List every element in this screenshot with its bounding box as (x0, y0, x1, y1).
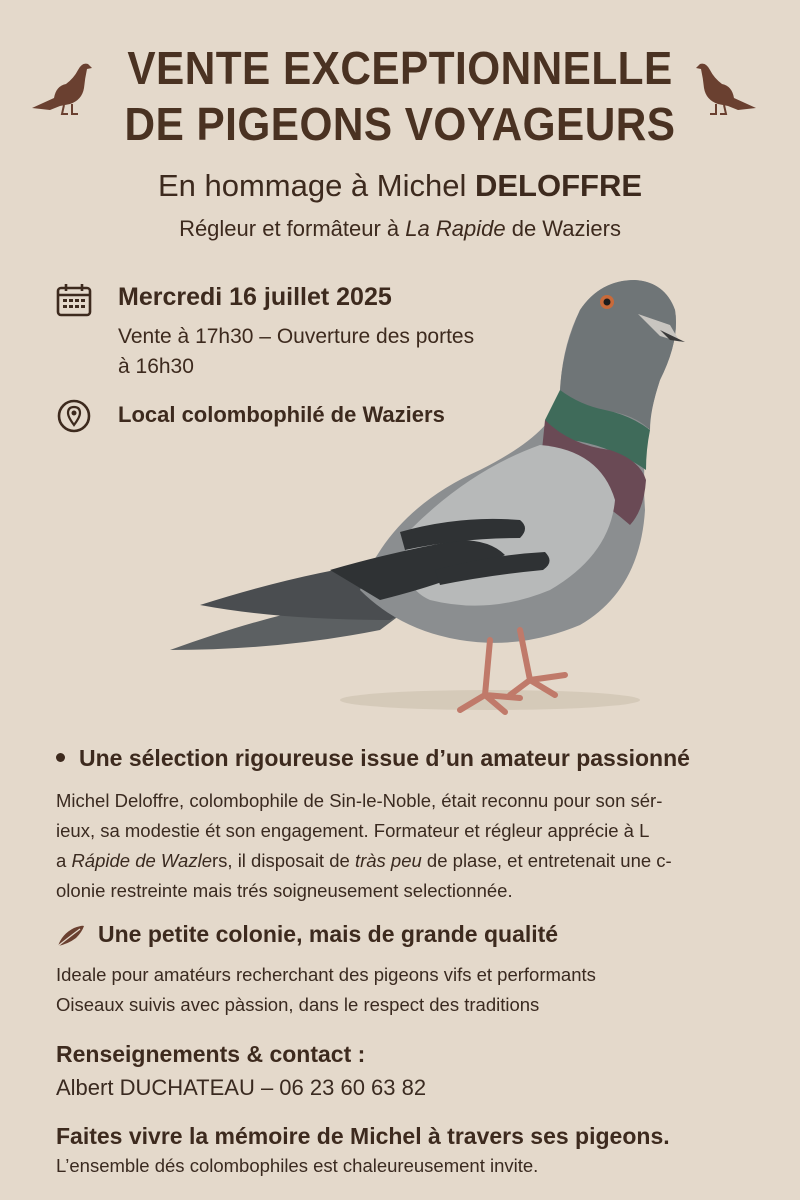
section1-title (56, 742, 690, 774)
section1-line-3-a: a (56, 850, 72, 871)
section2-title: Une petite colonie, mais de grande qualité (98, 921, 559, 947)
event-hours: Vente à 17h30 – Ouverture des portes à 16h30 (118, 325, 475, 378)
subline (0, 214, 800, 244)
section2-line-2: Oiseaux suivis avec pàssion, dans le respect des traditions (56, 994, 540, 1015)
feather-icon (56, 924, 86, 948)
section1-title-text: Une sélection rigoureuse issue d’un amateur passionné (79, 745, 690, 771)
location-pin-icon (56, 398, 92, 434)
section1-line-4: olonie restreinte mais trés soigneusement selectionnée. (56, 880, 513, 901)
subtitle-prefix: En hommage à Michel (157, 168, 475, 203)
section1-line-3 (56, 846, 746, 876)
title-line-2: DE PIGEONS VOYAGEURS (124, 98, 676, 150)
calendar-icon (56, 282, 92, 318)
section1-line-3-c: rs, il disposait de (212, 850, 355, 871)
subtitle (0, 166, 800, 206)
section1-body (56, 786, 746, 906)
contact-title: Renseignements & contact : (56, 1041, 366, 1067)
contact-line: Albert DUCHATEAU – 06 23 60 63 82 (56, 1075, 427, 1100)
section1-line-3-b: Rápide de Wazle (71, 850, 212, 871)
title-line-1: VENTE EXCEPTIONNELLE (127, 42, 673, 94)
subline-club: La Rapide (405, 216, 506, 241)
section1-line-1: Michel Deloffre, colombophile de Sin-le-Noble, était reconnu pour son sér- (56, 790, 663, 811)
section2-line-1: Ideale pour amatéurs recherchant des pigeons vifs et performants (56, 964, 596, 985)
footer-title: Faites vivre la mémoire de Michel à travers ses pigeons. (56, 1123, 670, 1149)
pigeon-illustration (160, 270, 700, 730)
subline-suffix: de Waziers (505, 216, 621, 241)
footer-line: L’ensemble dés colombophiles est chaleureusement invite. (56, 1155, 539, 1176)
bullet-icon (56, 753, 65, 762)
main-title (32, 40, 768, 152)
subline-prefix: Régleur et formâteur à (179, 216, 406, 241)
subtitle-name: DELOFFRE (474, 168, 643, 203)
section1-line-2: ieux, sa modestie ét son engagement. Formateur et régleur apprécie à L (56, 820, 650, 841)
section1-line-3-e: de plase, et entretenait une c- (421, 850, 672, 871)
section2-body (56, 960, 746, 1020)
event-place: Local colombophilé de Waziers (118, 402, 445, 427)
section1-line-3-d: tràs peu (354, 850, 422, 871)
event-date: Mercredi 16 juillet 2025 (118, 283, 392, 311)
